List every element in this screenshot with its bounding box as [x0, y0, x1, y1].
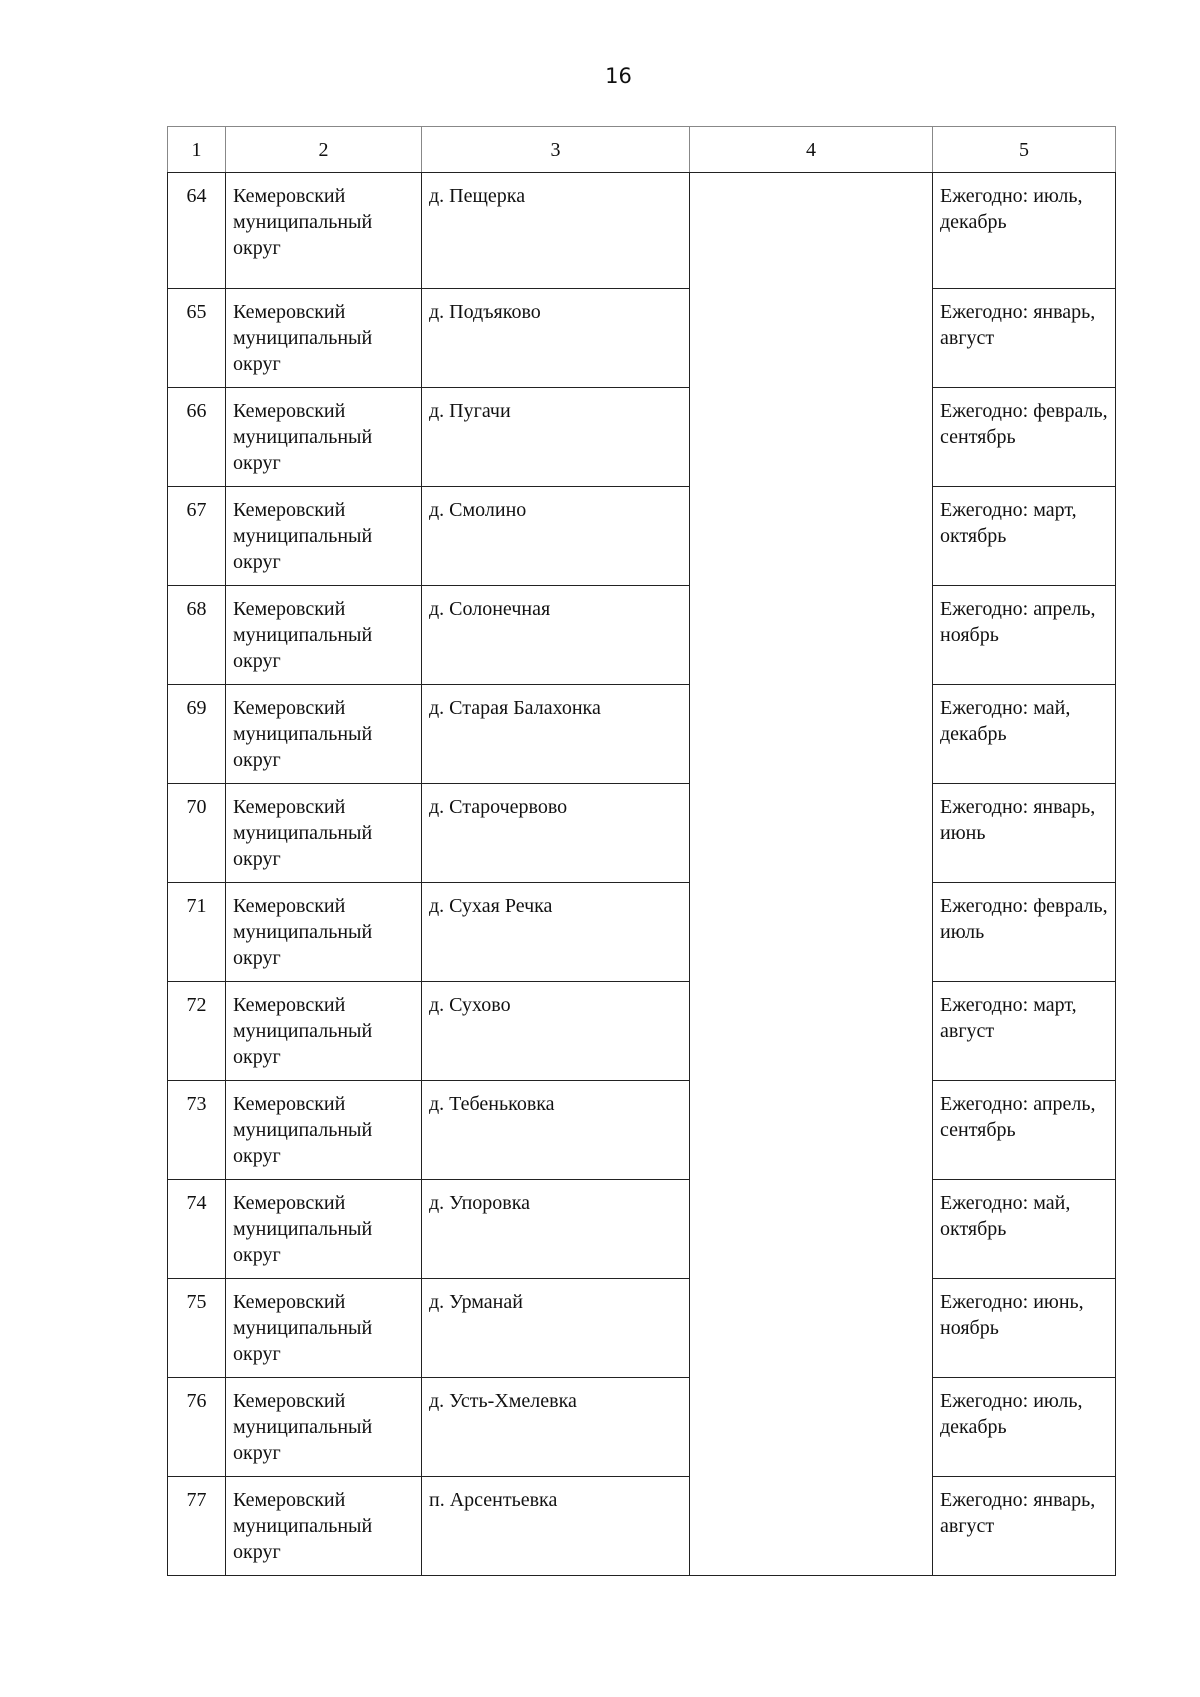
locality-cell: д. Упоровка [422, 1180, 690, 1279]
column-header-3: 3 [422, 127, 690, 173]
district-cell: Кемеровский муниципальный округ [226, 1477, 422, 1576]
table-row [168, 173, 1116, 289]
locality-cell: д. Солонечная [422, 586, 690, 685]
column-header-1: 1 [168, 127, 226, 173]
page-number: 16 [605, 64, 632, 88]
schedule-cell: Ежегодно: июль, декабрь [933, 1378, 1116, 1477]
schedule-cell: Ежегодно: май, декабрь [933, 685, 1116, 784]
schedule-cell: Ежегодно: январь, август [933, 289, 1116, 388]
table-row [168, 487, 1116, 586]
row-number-cell: 70 [168, 784, 226, 883]
column-header-5: 5 [933, 127, 1116, 173]
locality-cell: д. Подъяково [422, 289, 690, 388]
table-row [168, 883, 1116, 982]
column-header-2: 2 [226, 127, 422, 173]
locality-cell: п. Арсентьевка [422, 1477, 690, 1576]
row-number-cell: 65 [168, 289, 226, 388]
row-number-cell: 67 [168, 487, 226, 586]
district-cell: Кемеровский муниципальный округ [226, 487, 422, 586]
table-row [168, 289, 1116, 388]
table-row [168, 1378, 1116, 1477]
schedule-cell: Ежегодно: апрель, сентябрь [933, 1081, 1116, 1180]
district-cell: Кемеровский муниципальный округ [226, 1378, 422, 1477]
district-cell: Кемеровский муниципальный округ [226, 586, 422, 685]
row-number-cell: 71 [168, 883, 226, 982]
district-cell: Кемеровский муниципальный округ [226, 289, 422, 388]
locality-cell: д. Пещерка [422, 173, 690, 289]
table-row [168, 685, 1116, 784]
district-cell: Кемеровский муниципальный округ [226, 1279, 422, 1378]
locality-cell: д. Пугачи [422, 388, 690, 487]
locality-cell: д. Старочервово [422, 784, 690, 883]
row-number-cell: 74 [168, 1180, 226, 1279]
table-row [168, 388, 1116, 487]
schedule-cell: Ежегодно: март, август [933, 982, 1116, 1081]
table-row [168, 1279, 1116, 1378]
locality-cell: д. Усть-Хмелевка [422, 1378, 690, 1477]
district-cell: Кемеровский муниципальный округ [226, 173, 422, 289]
district-cell: Кемеровский муниципальный округ [226, 388, 422, 487]
table-header-row [168, 127, 1116, 173]
locality-cell: д. Сухово [422, 982, 690, 1081]
schedule-cell: Ежегодно: июнь, ноябрь [933, 1279, 1116, 1378]
schedule-cell: Ежегодно: май, октябрь [933, 1180, 1116, 1279]
district-cell: Кемеровский муниципальный округ [226, 784, 422, 883]
column-header-4: 4 [690, 127, 933, 173]
locality-cell: д. Смолино [422, 487, 690, 586]
locality-cell: д. Старая Балахонка [422, 685, 690, 784]
inspection-schedule-table [167, 126, 1116, 1576]
row-number-cell: 75 [168, 1279, 226, 1378]
district-cell: Кемеровский муниципальный округ [226, 1180, 422, 1279]
schedule-cell: Ежегодно: январь, июнь [933, 784, 1116, 883]
table-row [168, 1477, 1116, 1576]
locality-cell: д. Урманай [422, 1279, 690, 1378]
row-number-cell: 73 [168, 1081, 226, 1180]
row-number-cell: 64 [168, 173, 226, 289]
row-number-cell: 77 [168, 1477, 226, 1576]
table-row [168, 784, 1116, 883]
row-number-cell: 68 [168, 586, 226, 685]
row-number-cell: 72 [168, 982, 226, 1081]
district-cell: Кемеровский муниципальный округ [226, 982, 422, 1081]
table-body [168, 173, 1116, 1576]
district-cell: Кемеровский муниципальный округ [226, 1081, 422, 1180]
table-row [168, 1081, 1116, 1180]
row-number-cell: 66 [168, 388, 226, 487]
row-number-cell: 76 [168, 1378, 226, 1477]
locality-cell: д. Тебеньковка [422, 1081, 690, 1180]
table-row [168, 982, 1116, 1081]
schedule-cell: Ежегодно: март, октябрь [933, 487, 1116, 586]
district-cell: Кемеровский муниципальный округ [226, 883, 422, 982]
schedule-cell: Ежегодно: январь, август [933, 1477, 1116, 1576]
locality-cell: д. Сухая Речка [422, 883, 690, 982]
row-number-cell: 69 [168, 685, 226, 784]
schedule-cell: Ежегодно: февраль, июль [933, 883, 1116, 982]
schedule-cell: Ежегодно: июль, декабрь [933, 173, 1116, 289]
column-4-merged-cell [690, 173, 933, 1576]
table-row [168, 586, 1116, 685]
table-row [168, 1180, 1116, 1279]
district-cell: Кемеровский муниципальный округ [226, 685, 422, 784]
schedule-cell: Ежегодно: апрель, ноябрь [933, 586, 1116, 685]
schedule-cell: Ежегодно: февраль, сентябрь [933, 388, 1116, 487]
